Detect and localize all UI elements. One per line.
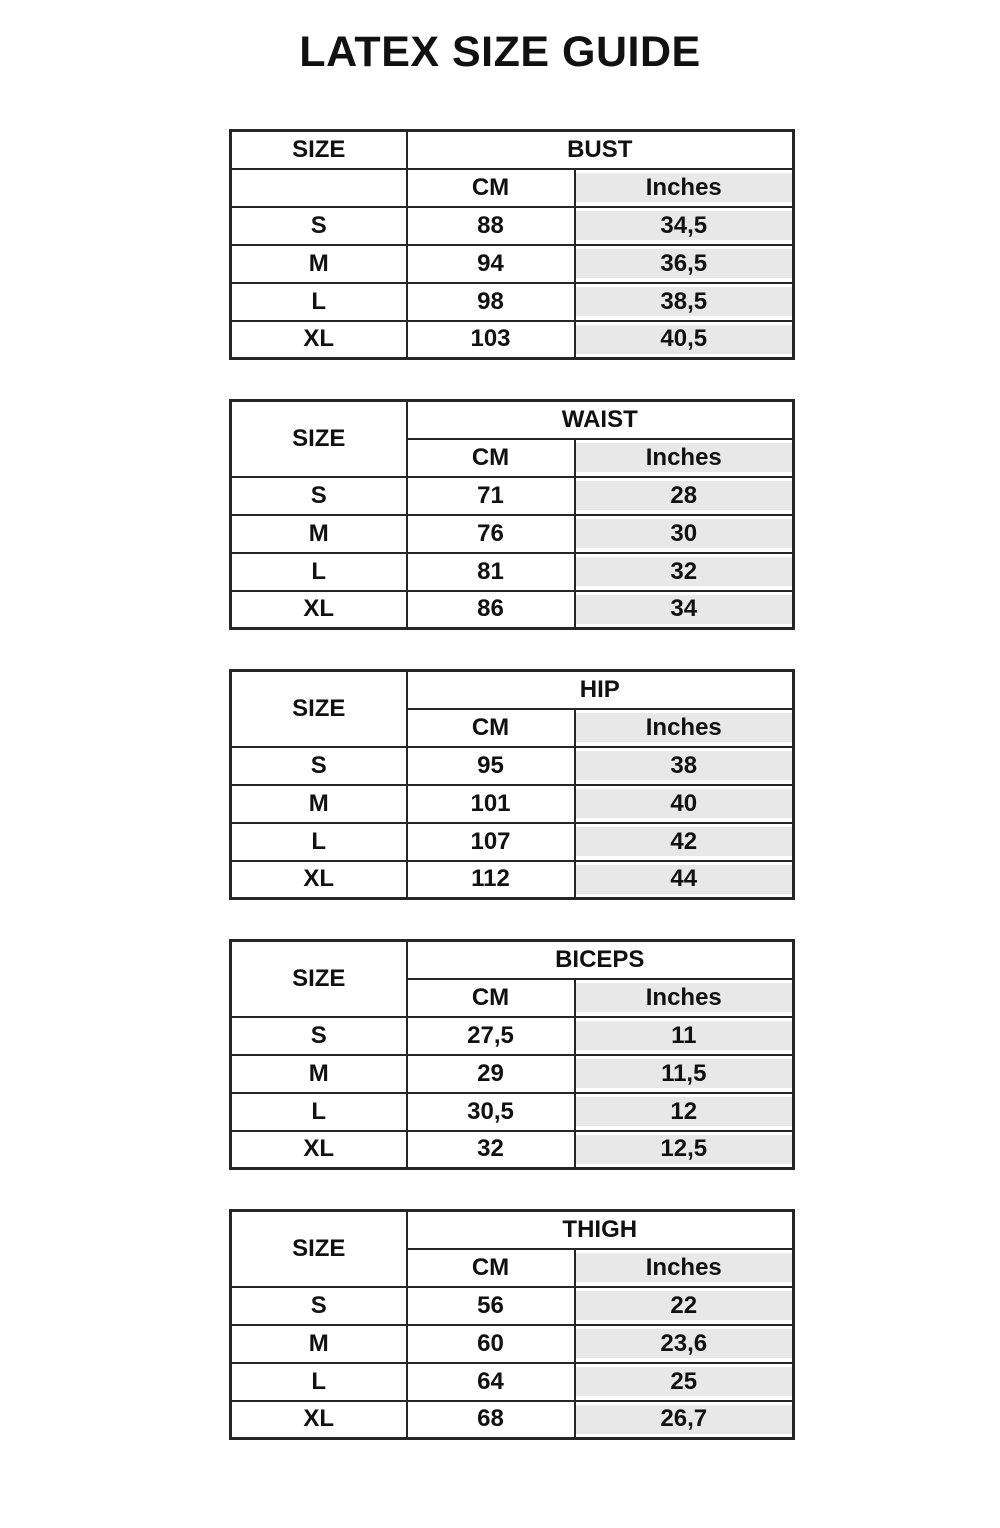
measure-header-cell: THIGH [407,1211,794,1249]
inches-cell [575,477,794,515]
inches-header-label: Inches [576,443,793,472]
inches-value: 25 [576,1367,793,1396]
inches-cell [575,207,794,245]
size-cell: XL [231,321,407,359]
inches-cell [575,515,794,553]
size-cell: M [231,1055,407,1093]
table-row [231,321,794,359]
header-row [231,671,794,709]
inches-header-cell [575,709,794,747]
table-row [231,785,794,823]
inches-header-label: Inches [576,173,793,202]
size-cell: L [231,823,407,861]
size-cell: S [231,207,407,245]
size-cell: L [231,553,407,591]
table-row [231,477,794,515]
size-table-hip [229,669,795,900]
inches-header-label: Inches [576,983,793,1012]
inches-value: 44 [576,865,793,894]
size-cell: XL [231,591,407,629]
size-cell: L [231,1363,407,1401]
cm-header-cell: CM [407,709,575,747]
table-row [231,1287,794,1325]
table-row [231,823,794,861]
size-header-cell [231,671,407,747]
size-cell: XL [231,1401,407,1439]
inches-value: 34 [576,595,793,624]
header-row [231,941,794,979]
inches-value: 30 [576,519,793,548]
inches-cell [575,553,794,591]
inches-value: 42 [576,827,793,856]
inches-value: 22 [576,1291,793,1320]
table-row [231,1401,794,1439]
size-cell: M [231,785,407,823]
table-row [231,245,794,283]
cm-cell: 98 [407,283,575,321]
cm-cell: 71 [407,477,575,515]
inches-value: 40 [576,789,793,818]
table-row [231,1093,794,1131]
size-header-label: SIZE [292,964,346,992]
cm-cell: 107 [407,823,575,861]
empty-size-cell [231,169,407,207]
inches-value: 32 [576,557,793,586]
header-row [231,131,794,169]
inches-value: 12 [576,1097,793,1126]
cm-cell: 56 [407,1287,575,1325]
size-cell: S [231,477,407,515]
cm-cell: 30,5 [407,1093,575,1131]
inches-value: 38 [576,751,793,780]
cm-cell: 64 [407,1363,575,1401]
size-header-cell [231,941,407,1017]
inches-header-cell [575,439,794,477]
inches-value: 28 [576,481,793,510]
inches-cell [575,321,794,359]
inches-value: 11,5 [576,1059,793,1088]
size-cell: S [231,1287,407,1325]
size-table-thigh [229,1209,795,1440]
size-header-cell [231,401,407,477]
size-table-bust [229,129,795,360]
header-row [231,401,794,439]
inches-cell [575,1055,794,1093]
size-cell: M [231,1325,407,1363]
inches-cell [575,747,794,785]
size-tables-container [229,129,792,1440]
table-row [231,207,794,245]
table-row [231,1325,794,1363]
inches-cell [575,785,794,823]
table-row [231,283,794,321]
table-row [231,1055,794,1093]
cm-cell: 68 [407,1401,575,1439]
size-cell: S [231,1017,407,1055]
inches-value: 26,7 [576,1405,793,1434]
inches-cell [575,591,794,629]
size-table-biceps [229,939,795,1170]
inches-cell [575,1401,794,1439]
cm-cell: 88 [407,207,575,245]
table-row [231,861,794,899]
table-row [231,553,794,591]
size-header-label: SIZE [292,1234,346,1262]
inches-cell [575,1131,794,1169]
inches-cell [575,1093,794,1131]
cm-header-cell: CM [407,169,575,207]
measure-header-cell: HIP [407,671,794,709]
cm-cell: 86 [407,591,575,629]
table-row [231,1363,794,1401]
size-table-waist [229,399,795,630]
inches-cell [575,1363,794,1401]
inches-cell [575,1017,794,1055]
header-row [231,1211,794,1249]
measure-header-cell: WAIST [407,401,794,439]
cm-header-cell: CM [407,979,575,1017]
inches-cell [575,861,794,899]
units-row [231,169,794,207]
size-cell: S [231,747,407,785]
inches-cell [575,823,794,861]
size-cell: XL [231,1131,407,1169]
inches-cell [575,1325,794,1363]
inches-value: 38,5 [576,287,793,316]
inches-cell [575,245,794,283]
cm-cell: 29 [407,1055,575,1093]
inches-cell [575,1287,794,1325]
cm-cell: 27,5 [407,1017,575,1055]
cm-cell: 112 [407,861,575,899]
cm-cell: 95 [407,747,575,785]
measure-header-cell: BICEPS [407,941,794,979]
size-cell: XL [231,861,407,899]
inches-header-cell [575,169,794,207]
size-header-label: SIZE [292,424,346,452]
inches-value: 40,5 [576,325,793,354]
inches-value: 36,5 [576,249,793,278]
cm-cell: 76 [407,515,575,553]
cm-cell: 81 [407,553,575,591]
inches-cell [575,283,794,321]
table-row [231,1131,794,1169]
inches-value: 12,5 [576,1135,793,1164]
cm-header-cell: CM [407,439,575,477]
page-title: LATEX SIZE GUIDE [299,28,701,76]
measure-header-cell: BUST [407,131,794,169]
table-row [231,515,794,553]
size-cell: L [231,283,407,321]
size-header-cell: SIZE [231,131,407,169]
size-header-label: SIZE [292,694,346,722]
inches-header-cell [575,1249,794,1287]
inches-value: 23,6 [576,1329,793,1358]
inches-header-label: Inches [576,1253,793,1282]
size-cell: M [231,245,407,283]
cm-header-cell: CM [407,1249,575,1287]
inches-header-label: Inches [576,713,793,742]
cm-cell: 101 [407,785,575,823]
inches-header-cell [575,979,794,1017]
size-header-cell [231,1211,407,1287]
cm-cell: 103 [407,321,575,359]
inches-value: 34,5 [576,211,793,240]
table-row [231,747,794,785]
cm-cell: 94 [407,245,575,283]
size-cell: L [231,1093,407,1131]
size-cell: M [231,515,407,553]
cm-cell: 32 [407,1131,575,1169]
table-row [231,1017,794,1055]
inches-value: 11 [576,1021,793,1050]
cm-cell: 60 [407,1325,575,1363]
table-row [231,591,794,629]
